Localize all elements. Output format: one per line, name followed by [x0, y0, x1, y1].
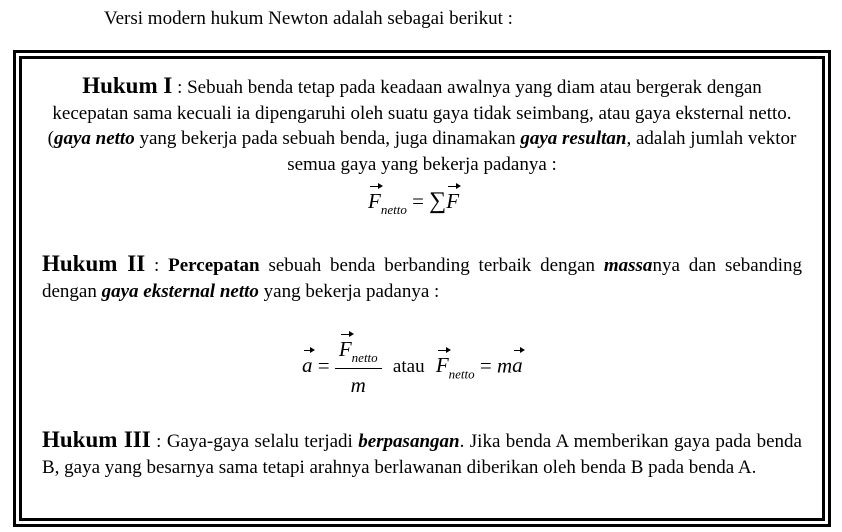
law3-paragraph: [42, 427, 802, 480]
law3-term-pair: berpasangan: [358, 431, 460, 452]
intro-text: Versi modern hukum Newton adalah sebagai berikut :: [104, 8, 513, 29]
law1-eq-F2: F: [446, 189, 460, 213]
law2-text-d: yang bekerja padanya :: [258, 280, 440, 302]
law1-text-a: : Sebuah benda tetap pada keadaan awalnya yang diam atau bergerak dengan kecepatan sama kecuali ia dipengaruhi oleh suatu gaya tidak seimbang, atau gaya eksternal netto. (: [47, 77, 792, 149]
law2-equation: [302, 337, 523, 398]
law2-eq-equals: =: [317, 353, 330, 378]
law1-eq-sub: netto: [380, 202, 407, 217]
law2-eq-fraction: [335, 337, 382, 398]
law1-text-b: yang bekerja pada sebuah benda, juga dinamakan: [134, 128, 521, 149]
law3-text-b: . Jika benda A memberikan gaya pada benda B, gaya yang besarnya sama tetapi arahnya berlawanan diberikan oleh benda B pada benda A.: [42, 431, 802, 478]
law2-eq-a2: a: [512, 353, 523, 378]
law2-title: Hukum II: [42, 251, 146, 276]
law2-eq-F: F: [338, 337, 352, 361]
law1-text-c: , adalah jumlah vektor semua gaya yang bekerja padanya :: [287, 128, 797, 175]
law1-paragraph: [42, 73, 802, 177]
law2-term-mass: massa: [603, 255, 653, 276]
newton-laws-box: [13, 50, 831, 527]
law2-term-acc: Percepatan: [168, 255, 260, 276]
law1-term-resultant: gaya resultan: [520, 128, 627, 149]
law1-term-net: gaya netto: [53, 128, 135, 149]
law2-text-a: :: [145, 255, 169, 276]
law1-eq-F: F: [368, 189, 381, 213]
law1-title: Hukum I: [82, 73, 173, 98]
law2-eq-equals2: =: [479, 353, 492, 378]
law1-eq-equals: =: [412, 189, 424, 213]
law2-eq-sub2: netto: [448, 366, 475, 382]
law1-equation: [368, 188, 459, 218]
law2-eq-m: m: [350, 373, 366, 397]
law2-text-c: nya dan sebanding dengan: [42, 255, 803, 302]
law2-text-b: sebuah benda berbanding terbaik dengan: [259, 255, 604, 276]
law3-title: Hukum III: [42, 427, 151, 452]
law2-eq-sub: netto: [351, 350, 378, 365]
law2-eq-F2: F: [435, 353, 449, 378]
law2-paragraph: [42, 251, 802, 304]
law2-term-force: gaya eksternal netto: [101, 280, 259, 302]
law2-eq-or: atau: [392, 356, 425, 378]
law1-eq-sum: ∑: [429, 188, 447, 214]
law2-eq-m2: m: [497, 353, 513, 378]
law3-text-a: : Gaya-gaya selalu terjadi: [150, 431, 359, 452]
law2-eq-a: a: [302, 353, 313, 378]
